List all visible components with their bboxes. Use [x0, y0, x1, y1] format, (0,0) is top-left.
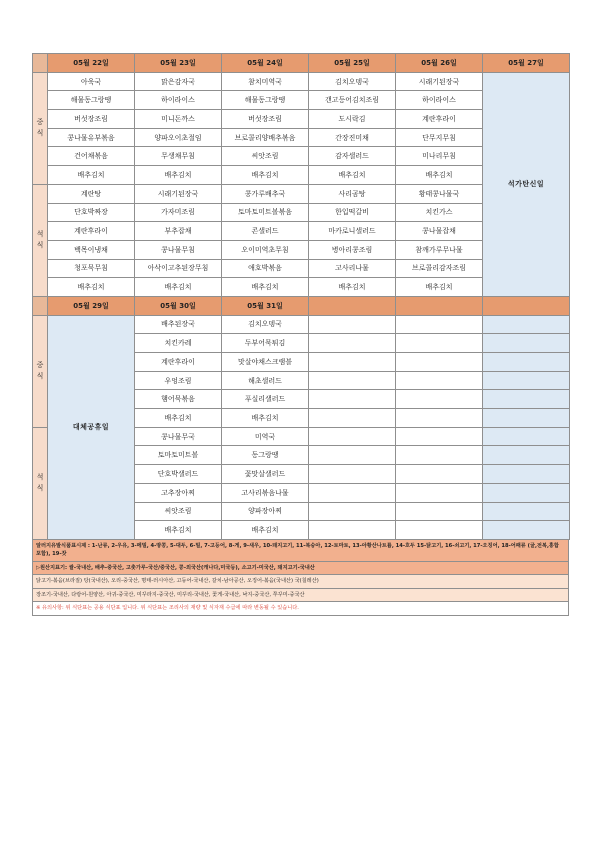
empty-cell	[309, 502, 396, 521]
week2-date-header: 05월 30일	[135, 296, 222, 315]
menu-item: 단호박짜장	[48, 203, 135, 222]
week1-dinner-label: 석 식	[33, 184, 48, 296]
empty-cell	[396, 353, 483, 372]
menu-item: 미나리무침	[396, 147, 483, 166]
week1-date-header: 05월 27일	[483, 54, 570, 73]
menu-item: 시래기된장국	[135, 184, 222, 203]
menu-item: 버섯장조림	[222, 110, 309, 129]
menu-item: 한입떡갈비	[309, 203, 396, 222]
week1-date-header: 05월 25일	[309, 54, 396, 73]
empty-cell	[396, 409, 483, 428]
menu-item: 참치미역국	[222, 72, 309, 91]
menu-item: 치킨카레	[135, 334, 222, 353]
menu-item: 고사리나물	[309, 259, 396, 278]
week2-date-header	[396, 296, 483, 315]
menu-item: 맑은감자국	[135, 72, 222, 91]
menu-item: 배추김치	[135, 409, 222, 428]
menu-item: 배추김치	[222, 166, 309, 185]
menu-item: 건어채볶음	[48, 147, 135, 166]
menu-item: 배추김치	[396, 166, 483, 185]
menu-item: 단호박샐러드	[135, 465, 222, 484]
week1-header-row	[33, 54, 570, 73]
menu-item: 브로콜리양배추볶음	[222, 128, 309, 147]
menu-item: 씨앗조림	[135, 502, 222, 521]
empty-cell	[483, 409, 570, 428]
empty-cell	[309, 446, 396, 465]
week2-dinner-label: 석 식	[33, 427, 48, 539]
menu-item: 두부어묵튀김	[222, 334, 309, 353]
menu-item: 오이미역초무침	[222, 240, 309, 259]
week1-date-header: 05월 22일	[48, 54, 135, 73]
origin-note-3: 장조기-국내산, 다랑어-원양산, 아귀-중국산, 미꾸라지-중국산, 미꾸리-국내산, 꽃게-국내산, 낙지-중국산, 쭈꾸미-중국산	[32, 589, 569, 603]
menu-item: 가자미조림	[135, 203, 222, 222]
menu-item: 배추된장국	[135, 315, 222, 334]
menu-item: 백목이냉채	[48, 240, 135, 259]
origin-note-2: 닭고기-볶음(브라질) 탕(국내산), 오리-중국산, 명태-러시아산, 고등어-국내산, 갈치-남아공산, 오징어-볶음(국내산) 국(칠레산)	[32, 575, 569, 589]
menu-item: 간장진미채	[309, 128, 396, 147]
week2-corner	[33, 296, 48, 315]
menu-item: 콩나물잡채	[396, 222, 483, 241]
menu-item: 배추김치	[48, 278, 135, 297]
empty-cell	[483, 353, 570, 372]
menu-item: 해물동그랑땡	[222, 91, 309, 110]
empty-cell	[483, 371, 570, 390]
menu-item: 계란후라이	[48, 222, 135, 241]
menu-item: 김치오뎅국	[222, 315, 309, 334]
menu-item: 브로콜리감자조림	[396, 259, 483, 278]
holiday-cell-substitute: 대체공휴일	[48, 315, 135, 539]
origin-note-1: ▷원산지표기: 쌀-국내산, 배추-중국산, 고춧가루-국산/중국산, 콩-외국산(캐나다,미국등), 소고기-미국산, 돼지고기-국내산	[32, 562, 569, 576]
menu-item: 애호박볶음	[222, 259, 309, 278]
menu-item: 꽃맛살샐러드	[222, 465, 309, 484]
empty-cell	[396, 371, 483, 390]
empty-cell	[309, 427, 396, 446]
menu-item: 토마토미트볼	[135, 446, 222, 465]
menu-item: 배추김치	[222, 278, 309, 297]
menu-item: 배추김치	[135, 166, 222, 185]
empty-cell	[396, 334, 483, 353]
menu-item: 김치오뎅국	[309, 72, 396, 91]
empty-cell	[483, 483, 570, 502]
empty-cell	[309, 483, 396, 502]
menu-item: 콩나물무국	[135, 427, 222, 446]
menu-item: 미역국	[222, 427, 309, 446]
week1-corner	[33, 54, 48, 73]
empty-cell	[309, 371, 396, 390]
week1-lunch-row	[33, 72, 570, 91]
menu-item: 배추김치	[222, 409, 309, 428]
empty-cell	[396, 446, 483, 465]
empty-cell	[483, 427, 570, 446]
empty-cell	[396, 390, 483, 409]
empty-cell	[309, 315, 396, 334]
empty-cell	[483, 521, 570, 540]
empty-cell	[309, 334, 396, 353]
menu-item: 토마토미트볼볶음	[222, 203, 309, 222]
menu-item: 치킨가스	[396, 203, 483, 222]
menu-item: 도시락김	[309, 110, 396, 129]
empty-cell	[396, 465, 483, 484]
menu-item: 푸실리샐러드	[222, 390, 309, 409]
menu-item: 단무지무침	[396, 128, 483, 147]
empty-cell	[396, 521, 483, 540]
menu-item: 사리곰탕	[309, 184, 396, 203]
menu-item: 계란탕	[48, 184, 135, 203]
week1-date-header: 05월 23일	[135, 54, 222, 73]
empty-cell	[483, 315, 570, 334]
menu-item: 청포묵무침	[48, 259, 135, 278]
menu-item: 동그랑땡	[222, 446, 309, 465]
empty-cell	[309, 390, 396, 409]
menu-item: 해초샐러드	[222, 371, 309, 390]
empty-cell	[396, 427, 483, 446]
menu-item: 감자샐러드	[309, 147, 396, 166]
week2-date-header	[309, 296, 396, 315]
week2-date-header: 05월 29일	[48, 296, 135, 315]
week1-lunch-label: 중 식	[33, 72, 48, 184]
empty-cell	[309, 353, 396, 372]
menu-item: 계란후라이	[135, 353, 222, 372]
empty-cell	[396, 315, 483, 334]
menu-item: 아욱국	[48, 72, 135, 91]
allergy-note: 알러지유발식품표시제 : 1-난류, 2-우유, 3-메밀, 4-땅콩, 5-대두, 6-밀, 7-고등어, 8-게, 9-새우, 10-돼지고기, 11-복숭아, 12-토마토, 13-아황산나트륨, 14-호두 15-닭고기, 16-쇠고기, 17-오징어, 18-어패류 (굴,전복,홍합 포함), 19-잣	[32, 540, 569, 562]
menu-item: 배추김치	[309, 166, 396, 185]
menu-item: 참깨가루무나물	[396, 240, 483, 259]
empty-cell	[483, 465, 570, 484]
menu-item: 병아리콩조림	[309, 240, 396, 259]
week1-date-header: 05월 26일	[396, 54, 483, 73]
menu-item: 콩가루배추국	[222, 184, 309, 203]
menu-item: 황태콩나물국	[396, 184, 483, 203]
menu-sheet	[32, 53, 569, 616]
menu-item: 배추김치	[396, 278, 483, 297]
menu-item: 아삭이고추된장무침	[135, 259, 222, 278]
menu-item: 고사리볶음나물	[222, 483, 309, 502]
menu-item: 배추김치	[135, 521, 222, 540]
menu-item: 콩나물유부볶음	[48, 128, 135, 147]
week2-header-row	[33, 296, 570, 315]
menu-item: 콘샐러드	[222, 222, 309, 241]
empty-cell	[483, 390, 570, 409]
menu-item: 씨앗조림	[222, 147, 309, 166]
empty-cell	[483, 446, 570, 465]
menu-item: 배추김치	[309, 278, 396, 297]
menu-item: 부추잡채	[135, 222, 222, 241]
menu-item: 양파오이초절임	[135, 128, 222, 147]
menu-item: 맛살야채스크램블	[222, 353, 309, 372]
empty-cell	[396, 502, 483, 521]
menu-item: 배추김치	[135, 278, 222, 297]
empty-cell	[309, 409, 396, 428]
menu-item: 양파장아찌	[222, 502, 309, 521]
menu-item: 해물동그랑땡	[48, 91, 135, 110]
menu-item: 우엉조림	[135, 371, 222, 390]
week1-date-header: 05월 24일	[222, 54, 309, 73]
menu-item: 배추김치	[48, 166, 135, 185]
menu-item: 무생채무침	[135, 147, 222, 166]
menu-item: 콩나물무침	[135, 240, 222, 259]
menu-item: 햄어묵볶음	[135, 390, 222, 409]
empty-cell	[309, 465, 396, 484]
menu-item: 미니돈까스	[135, 110, 222, 129]
footer-note: ※ 유의사항: 위 식단표는 공용 식단표 입니다. 위 식단표는 조리사의 재량 및 식자재 수급에 따라 변동될 수 있습니다.	[32, 602, 569, 616]
menu-item: 버섯장조림	[48, 110, 135, 129]
menu-item: 계란후라이	[396, 110, 483, 129]
empty-cell	[396, 483, 483, 502]
empty-cell	[309, 521, 396, 540]
menu-table	[32, 53, 570, 540]
menu-item: 갠고등어김치조림	[309, 91, 396, 110]
notes	[32, 540, 569, 616]
menu-item: 하이라이스	[396, 91, 483, 110]
menu-item: 고추장아찌	[135, 483, 222, 502]
empty-cell	[483, 334, 570, 353]
menu-item: 배추김치	[222, 521, 309, 540]
empty-cell	[483, 502, 570, 521]
menu-item: 마카로니샐러드	[309, 222, 396, 241]
holiday-cell-buddha: 석가탄신일	[483, 72, 570, 296]
week2-date-header	[483, 296, 570, 315]
menu-item: 시래기된장국	[396, 72, 483, 91]
week2-lunch-label: 중 식	[33, 315, 48, 427]
week2-lunch-row	[33, 315, 570, 334]
week2-date-header: 05월 31일	[222, 296, 309, 315]
menu-item: 하이라이스	[135, 91, 222, 110]
